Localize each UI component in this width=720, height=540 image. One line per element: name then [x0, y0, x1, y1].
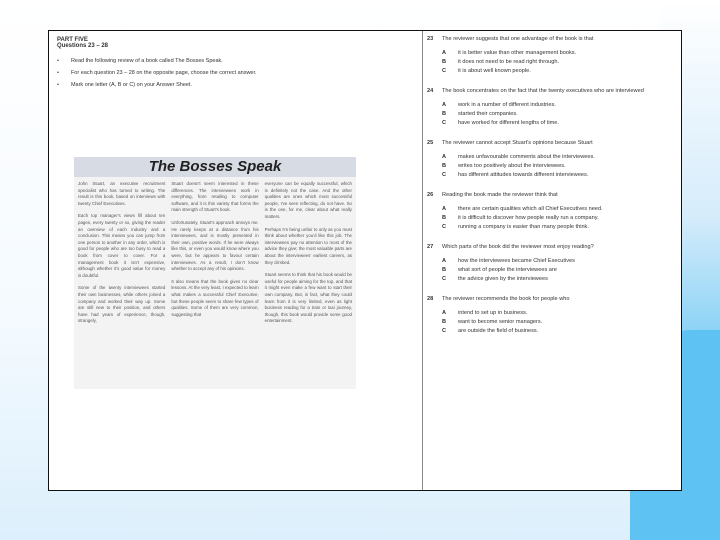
- option-letter: C: [442, 224, 447, 230]
- article-paragraph: Perhaps I'm being unfair to only as you must think about whether you'd like this job. The interviewees pay no attention to most of the advice they give; the most valuable parts are about the interviewees' earliest careers, as they climbed.: [264, 226, 352, 265]
- instruction-item: [57, 70, 402, 76]
- page-divider: [422, 31, 423, 490]
- instruction-list: [57, 58, 402, 88]
- option-text: started their companies.: [458, 111, 518, 117]
- answer-option[interactable]: [442, 172, 677, 178]
- answer-option[interactable]: [442, 319, 677, 325]
- option-text: there are certain qualities which all Chief Executives need.: [458, 206, 603, 212]
- option-text: it is difficult to discover how people really run a company.: [458, 215, 599, 221]
- option-text: the advice given by the interviewees: [458, 276, 548, 282]
- answer-option[interactable]: [442, 59, 677, 65]
- instruction-item: [57, 82, 402, 88]
- option-letter: A: [442, 258, 447, 264]
- question-stem: [427, 36, 677, 42]
- answer-option[interactable]: [442, 328, 677, 334]
- question-text: Which parts of the book did the reviewer most enjoy reading?: [442, 244, 594, 250]
- answer-option[interactable]: [442, 120, 677, 126]
- answer-option[interactable]: [442, 267, 677, 273]
- option-text: running a company is easier than many people think.: [458, 224, 589, 230]
- article-paragraph: Stuart seems to think that his book would be useful for people aiming for the top, and that it might even make a few want to start their own company. But, in fact, what they could learn from it is very limited, even as light business reading for a train or taxi journey, though, this book would provide some good entertainment.: [264, 272, 352, 324]
- book-review-article: [74, 157, 356, 389]
- option-text: intend to set up in business.: [458, 310, 528, 316]
- option-letter: C: [442, 68, 447, 74]
- instruction-item: [57, 58, 402, 64]
- question-number: 23: [427, 36, 434, 42]
- article-column: [171, 181, 258, 331]
- answer-option[interactable]: [442, 310, 677, 316]
- article-columns: [74, 177, 356, 335]
- option-letter: C: [442, 172, 447, 178]
- article-paragraph: John Stuart, an executive recruitment specialist who has turned to writing. The result is this book, based on interviews with twenty Chief Executives.: [78, 181, 166, 206]
- question-28: [427, 296, 677, 334]
- bullet-icon: •: [57, 82, 59, 88]
- instruction-text: For each question 23 – 28 on the opposite page, choose the correct answer.: [70, 70, 257, 76]
- answer-option[interactable]: [442, 163, 677, 169]
- answer-option[interactable]: [442, 102, 677, 108]
- answer-option[interactable]: [442, 224, 677, 230]
- question-number: 27: [427, 244, 434, 250]
- option-letter: B: [442, 163, 447, 169]
- option-letter: A: [442, 310, 447, 316]
- article-paragraph: Each top manager's views fill about ten pages, every twenty or so, giving the reader an overview of each industry and a conclusion. This means you can jump from one person to another in any order, which is good for people who are too busy to read a book from cover to cover. For a management book it isn't expensive, although whether it's good value for money is doubtful.: [78, 213, 166, 278]
- article-title: The Bosses Speak: [74, 157, 356, 177]
- option-text: writes too positively about the interviewees.: [458, 163, 566, 169]
- answer-option[interactable]: [442, 206, 677, 212]
- option-text: are outside the field of business.: [458, 328, 539, 334]
- option-text: makes unfavourable comments about the interviewees.: [458, 154, 595, 160]
- question-stem: [427, 88, 677, 94]
- instruction-text: Read the following review of a book called The Bosses Speak.: [70, 58, 223, 64]
- question-number: 26: [427, 192, 434, 198]
- answer-option[interactable]: [442, 111, 677, 117]
- option-letter: A: [442, 50, 447, 56]
- option-letter: A: [442, 102, 447, 108]
- bullet-icon: •: [57, 70, 59, 76]
- question-text: The reviewer suggests that one advantage of the book is that: [442, 36, 594, 42]
- article-column: [78, 181, 165, 331]
- article-paragraph: Some of the twenty interviewees started their own businesses, while others joined a company and worked their way up. Some are still new to their position, and others have had years of experience, though, strangely,: [78, 285, 166, 324]
- option-text: what sort of people the interviewees are: [458, 267, 557, 273]
- option-letter: B: [442, 215, 447, 221]
- instructions-section: [57, 37, 402, 94]
- instruction-text: Mark one letter (A, B or C) on your Answer Sheet.: [70, 82, 192, 88]
- option-letter: B: [442, 319, 447, 325]
- bullet-icon: •: [57, 58, 59, 64]
- question-number: 25: [427, 140, 434, 146]
- answer-option[interactable]: [442, 68, 677, 74]
- question-stem: [427, 244, 677, 250]
- option-letter: C: [442, 328, 447, 334]
- article-paragraph: It also means that the book gives no clear lessons. At the very least, I expected to learn what makes a successful Chief Executive, but these people seem to share few types of qualities. Some of them are very common, suggesting that: [171, 278, 259, 317]
- option-text: how the interviewees became Chief Executives: [458, 258, 575, 264]
- questions-section: [427, 36, 677, 348]
- question-text: Reading the book made the reviewer think that: [442, 192, 558, 198]
- answer-option[interactable]: [442, 215, 677, 221]
- answer-option[interactable]: [442, 276, 677, 282]
- question-26: [427, 192, 677, 230]
- option-letter: B: [442, 59, 447, 65]
- option-letter: A: [442, 206, 447, 212]
- question-text: The reviewer cannot accept Stuart's opinions because Stuart: [442, 140, 593, 146]
- question-number: 28: [427, 296, 434, 302]
- question-23: [427, 36, 677, 74]
- article-column: [265, 181, 352, 331]
- question-27: [427, 244, 677, 282]
- option-letter: A: [442, 154, 447, 160]
- option-letter: B: [442, 111, 447, 117]
- question-25: [427, 140, 677, 178]
- option-text: it is about well known people.: [458, 68, 531, 74]
- option-letter: B: [442, 267, 447, 273]
- option-letter: C: [442, 276, 447, 282]
- option-text: have worked for different lengths of time.: [458, 120, 559, 126]
- question-text: The book concentrates on the fact that the twenty executives who are interviewed: [442, 88, 644, 94]
- question-stem: [427, 296, 677, 302]
- option-text: has different attitudes towards different interviewees.: [458, 172, 589, 178]
- question-stem: [427, 192, 677, 198]
- part-heading: PART FIVE: [57, 37, 88, 43]
- option-text: it does not need to be read right through.: [458, 59, 560, 65]
- question-stem: [427, 140, 677, 146]
- option-text: work in a number of different industries.: [458, 102, 556, 108]
- question-text: The reviewer recommends the book for people who: [442, 296, 570, 302]
- questions-range: Questions 23 – 28: [57, 43, 109, 49]
- option-text: it is better value than other management books.: [458, 50, 577, 56]
- question-24: [427, 88, 677, 126]
- exam-page: [48, 30, 682, 491]
- answer-option[interactable]: [442, 258, 677, 264]
- answer-option[interactable]: [442, 50, 677, 56]
- article-paragraph: Unfortunately, Stuart's approach annoys me. He rarely keeps at a distance from his interviewees, and is mostly presented in their own, positive words. If he were always like this, or even you would know where you were, but he appears to favour certain interviewees. As a result, I don't know whether to accept any of his opinions.: [171, 219, 259, 272]
- article-paragraph: everyone can be equally successful, which is definitely not the case. And the other qualities are ones which most successful people, I've seen reflecting, do not have. So is the one, for me, clear about what really matters.: [264, 181, 352, 219]
- question-number: 24: [427, 88, 434, 94]
- answer-option[interactable]: [442, 154, 677, 160]
- option-letter: C: [442, 120, 447, 126]
- article-paragraph: Stuart doesn't seem interested in these differences. The interviewees work in everything, from retailing to computer software, and it is this variety that forms the main strength of Stuart's book.: [171, 181, 259, 213]
- option-text: want to become senior managers.: [458, 319, 543, 325]
